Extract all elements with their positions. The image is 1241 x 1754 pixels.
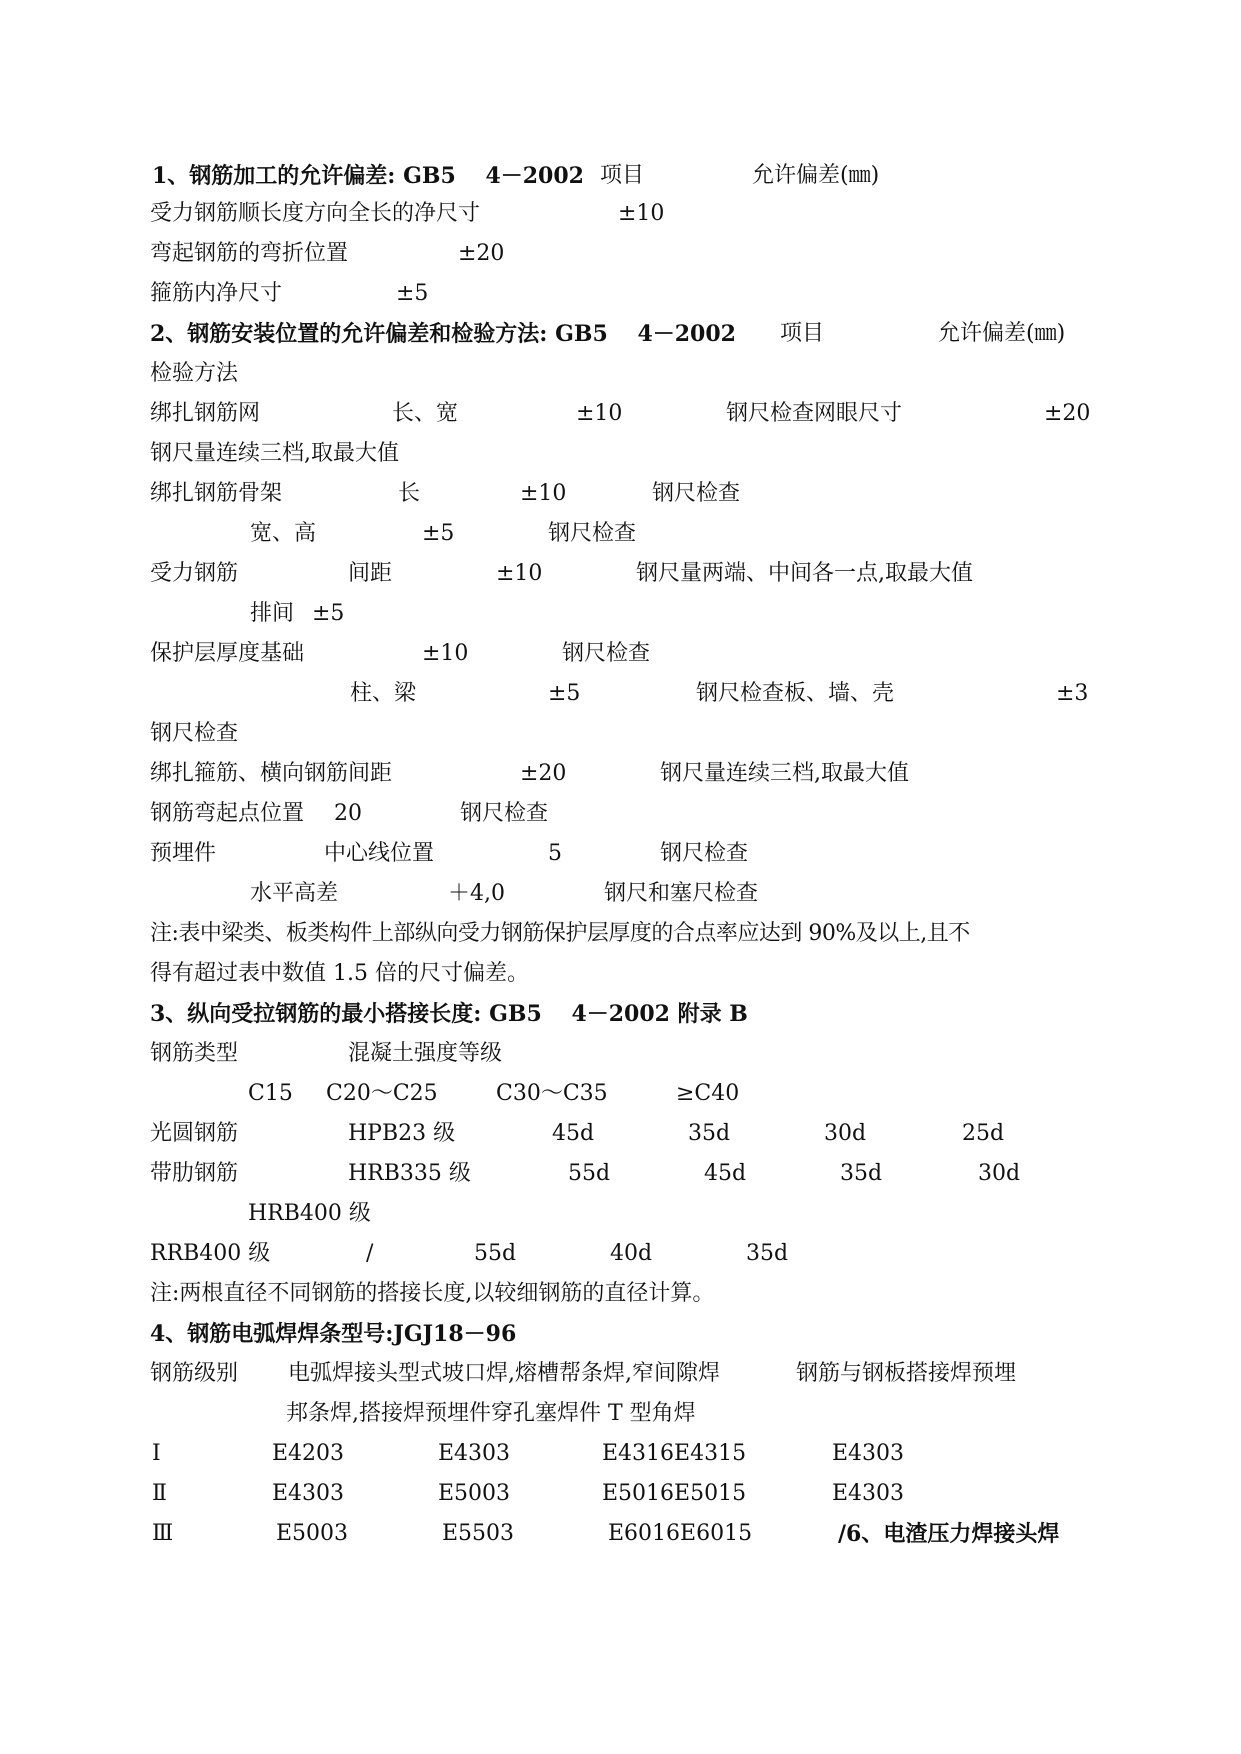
table-cell: E4203 [272, 1441, 345, 1466]
table-cell: 钢尺检查板、墙、壳 [696, 681, 895, 706]
table-cell: 钢尺检查网眼尺寸 [726, 401, 903, 426]
table-header-cell: C30～C35 [496, 1081, 608, 1106]
table-cell: ±10 [520, 481, 567, 506]
section1-row-tolerance: ±5 [396, 281, 429, 306]
table-cell: ±20 [1044, 401, 1091, 426]
table-cell: 长、宽 [392, 401, 459, 426]
table-cell: 35d [840, 1161, 883, 1186]
section3-heading: 3、纵向受拉钢筋的最小搭接长度: GB5 4－2002 附录 B [150, 1001, 748, 1027]
table-cell: 钢尺量连续三档,取最大值 [660, 761, 909, 786]
table-cell: ＋4,0 [448, 881, 505, 906]
section1-row-item: 箍筋内净尺寸 [150, 281, 283, 306]
table-cell: 带肋钢筋 [150, 1161, 239, 1186]
section2-heading-tolerance: 允许偏差(㎜) [938, 321, 1066, 346]
table-cell: 45d [552, 1121, 595, 1146]
section1-heading: 1、钢筋加工的允许偏差: GB5 4－2002 [152, 163, 584, 189]
table-cell: E4303 [832, 1481, 905, 1506]
table-cell: 20 [334, 801, 362, 826]
table-cell: E4316E4315 [602, 1441, 747, 1466]
table-cell: E4303 [272, 1481, 345, 1506]
table-header-cell: 钢筋类型 [150, 1041, 239, 1066]
table-header-cell: 钢筋级别 [150, 1361, 239, 1386]
table-cell: Ⅲ [152, 1521, 174, 1546]
table-cell: 钢尺检查 [660, 841, 749, 866]
table-cell: ±3 [1056, 681, 1089, 706]
table-cell: 钢尺检查 [562, 641, 651, 666]
table-header-cell: 钢筋与钢板搭接焊预埋 [796, 1361, 1017, 1386]
section2-heading-item: 项目 [780, 321, 825, 346]
table-cell: HPB23 级 [348, 1121, 456, 1146]
table-cell: / [366, 1241, 374, 1266]
table-cell: 钢尺量连续三档,取最大值 [150, 441, 399, 466]
table-cell: HRB335 级 [348, 1161, 471, 1186]
table-cell: ±5 [548, 681, 581, 706]
table-cell: ±5 [312, 601, 345, 626]
table-cell: 55d [474, 1241, 517, 1266]
section1-row-tolerance: ±20 [458, 241, 505, 266]
section1-row-tolerance: ±10 [618, 201, 665, 226]
table-cell: 钢尺检查 [150, 721, 239, 746]
table-cell: 绑扎钢筋网 [150, 401, 261, 426]
table-header-cell: 电弧焊接头型式坡口焊,熔槽帮条焊,窄间隙焊 [288, 1361, 720, 1386]
table-cell: E6016E6015 [608, 1521, 753, 1546]
table-header-cell: 混凝土强度等级 [348, 1041, 503, 1066]
section1-row-item: 弯起钢筋的弯折位置 [150, 241, 349, 266]
table-cell: 中心线位置 [324, 841, 435, 866]
section4-heading: 4、钢筋电弧焊焊条型号:JGJ18－96 [150, 1321, 517, 1347]
section1-heading-tolerance: 允许偏差(㎜) [752, 163, 880, 188]
table-header-cell: 邦条焊,搭接焊预埋件穿孔塞焊件 T 型角焊 [286, 1401, 696, 1426]
table-cell: ±5 [422, 521, 455, 546]
section1-heading-item: 项目 [600, 163, 645, 188]
section1-row-item: 受力钢筋顺长度方向全长的净尺寸 [150, 201, 481, 226]
table-cell: 55d [568, 1161, 611, 1186]
table-cell: 35d [746, 1241, 789, 1266]
table-cell: ±20 [520, 761, 567, 786]
table-cell: 25d [962, 1121, 1005, 1146]
table-cell: 钢尺检查 [652, 481, 741, 506]
table-cell: E5003 [276, 1521, 349, 1546]
table-cell: 35d [688, 1121, 731, 1146]
table-cell: E5016E5015 [602, 1481, 747, 1506]
table-header-cell: C20～C25 [326, 1081, 438, 1106]
section2-heading-method: 检验方法 [150, 361, 239, 386]
table-cell: 30d [978, 1161, 1021, 1186]
table-cell: ±10 [496, 561, 543, 586]
table-cell: E4303 [832, 1441, 905, 1466]
table-cell: 柱、梁 [350, 681, 417, 706]
table-cell: 光圆钢筋 [150, 1121, 239, 1146]
table-cell: RRB400 级 [150, 1241, 271, 1266]
table-cell: 钢筋弯起点位置 [150, 801, 305, 826]
table-cell: 受力钢筋 [150, 561, 239, 586]
section3-note: 注:两根直径不同钢筋的搭接长度,以较细钢筋的直径计算。 [150, 1281, 715, 1306]
table-cell: 钢尺量两端、中间各一点,取最大值 [636, 561, 973, 586]
table-cell: 保护层厚度基础 [150, 641, 305, 666]
section2-heading: 2、钢筋安装位置的允许偏差和检验方法: GB5 4－2002 [150, 321, 736, 347]
table-cell: Ⅰ [152, 1441, 161, 1466]
table-cell: Ⅱ [152, 1481, 167, 1506]
section2-note-line2: 得有超过表中数值 1.5 倍的尺寸偏差。 [150, 961, 529, 986]
table-cell: 绑扎钢筋骨架 [150, 481, 283, 506]
table-header-cell: C15 [248, 1081, 293, 1106]
table-cell: 排间 [250, 601, 295, 626]
table-header-cell: ≥C40 [676, 1081, 740, 1106]
table-cell: ±10 [576, 401, 623, 426]
section2-note-line1: 注:表中梁类、板类构件上部纵向受力钢筋保护层厚度的合点率应达到 90%及以上,且不 [150, 921, 970, 946]
table-cell: 钢尺检查 [460, 801, 549, 826]
table-cell: 宽、高 [250, 521, 317, 546]
table-cell: 40d [610, 1241, 653, 1266]
table-cell: HRB400 级 [248, 1201, 371, 1226]
table-cell: 长 [398, 481, 421, 506]
table-cell: 钢尺检查 [548, 521, 637, 546]
table-cell: 30d [824, 1121, 867, 1146]
table-cell: 钢尺和塞尺检查 [604, 881, 759, 906]
table-cell: 5 [548, 841, 562, 866]
table-cell: E4303 [438, 1441, 511, 1466]
section6-heading-fragment: /6、电渣压力焊接头焊 [838, 1521, 1060, 1547]
table-cell: 预埋件 [150, 841, 217, 866]
table-cell: 水平高差 [250, 881, 339, 906]
table-cell: E5503 [442, 1521, 515, 1546]
table-cell: 45d [704, 1161, 747, 1186]
table-cell: 间距 [348, 561, 393, 586]
table-cell: ±10 [422, 641, 469, 666]
table-cell: E5003 [438, 1481, 511, 1506]
table-cell: 绑扎箍筋、横向钢筋间距 [150, 761, 393, 786]
